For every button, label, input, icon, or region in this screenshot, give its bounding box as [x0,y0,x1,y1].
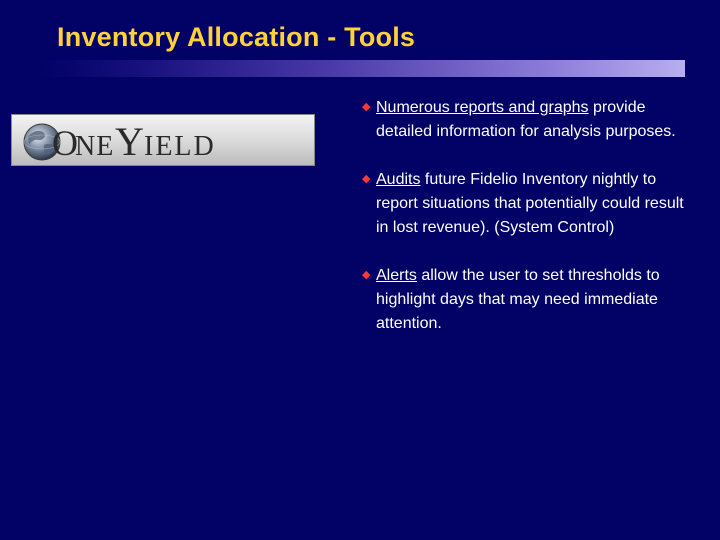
title-underline-gradient-bar [40,60,685,77]
bullet-text: allow the user to set thresholds to highlight days that may need immediate attention. [376,267,660,332]
bullet-lead: Numerous reports and graphs [376,99,589,116]
bullet-lead: Alerts [376,267,417,284]
bullet-item-audits [362,168,692,240]
diamond-bullet-icon: ◆ [362,173,371,185]
bullet-list [362,96,692,336]
oneyield-logo [11,114,315,166]
bullet-lead: Audits [376,171,421,188]
diamond-bullet-icon: ◆ [362,269,371,281]
logo-letter-y: Y [115,119,144,164]
bullet-item-alerts [362,264,692,336]
diamond-bullet-icon: ◆ [362,101,371,113]
oneyield-logo-graphic [12,115,314,165]
bullet-text: future Fidelio Inventory nightly to report situations that potentially could result in lost revenue). (System Control) [376,171,684,236]
logo-letters-ield: IELD [144,131,216,162]
bullet-item-reports [362,96,692,144]
slide-title: Inventory Allocation - Tools [57,22,416,52]
bullet-text: provide detailed information for analysis purposes. [376,99,676,140]
logo-letter-o: O [52,123,78,163]
logo-letters-ne: NE [75,131,115,162]
